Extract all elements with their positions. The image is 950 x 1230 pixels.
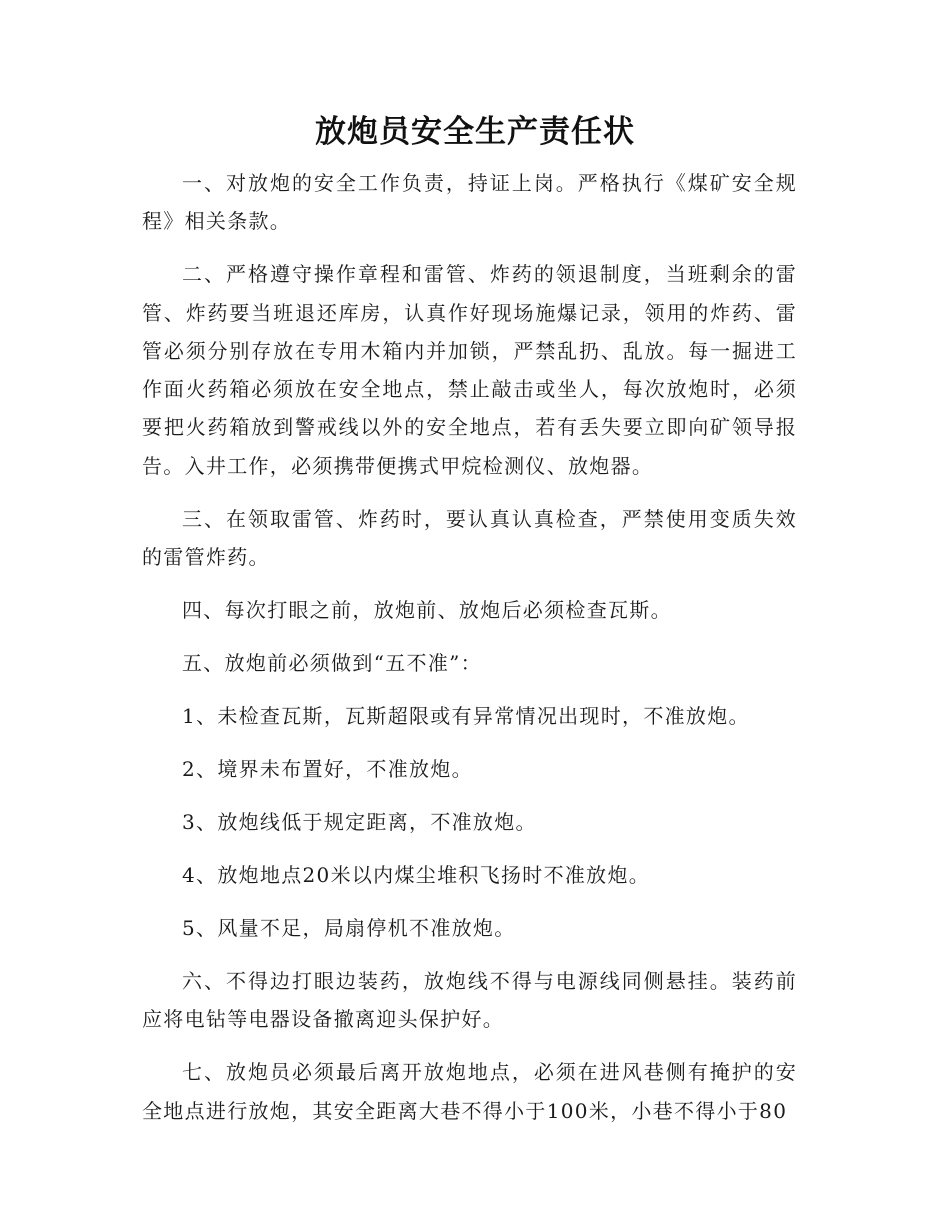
paragraph-3: 三、在领取雷管、炸药时，要认真认真检查，严禁使用变质失效的雷管炸药。 [142,506,797,570]
document-body [142,164,797,1144]
paragraph-6: 六、不得边打眼边装药，放炮线不得与电源线同侧悬挂。装药前应将电钻等电器设备撤离迎头保护好。 [142,968,797,1032]
paragraph-5: 五、放炮前必须做到“五不准”： [182,651,482,676]
list-item-1: 1、未检查瓦斯，瓦斯超限或有异常情况出现时，不准放炮。 [182,704,750,728]
list-item-4: 4、放炮地点20米以内煤尘堆积飞扬时不准放炮。 [182,862,651,887]
list-item-5: 5、风量不足，局扇停机不准放炮。 [182,915,516,940]
list-item-2: 2、境界未布置好，不准放炮。 [182,756,473,781]
list-item-3: 3、放炮线低于规定距离，不准放炮。 [182,809,537,834]
paragraph-7: 七、放炮员必须最后离开放炮地点，必须在进风巷侧有掩护的安全地点进行放炮，其安全距离大巷不得小于100米，小巷不得小于80 [142,1060,797,1123]
document-title: 放炮员安全生产责任状 [315,114,635,150]
paragraph-4: 四、每次打眼之前，放炮前、放炮后必须检查瓦斯。 [182,598,672,623]
paragraph-2: 二、严格遵守操作章程和雷管、炸药的领退制度，当班剩余的雷管、炸药要当班退还库房，认真作好现场施爆记录，领用的炸药、雷管必须分别存放在专用木箱内并加锁，严禁乱扔、乱放。每一掘进工作面火药箱必须放在安全地点，禁止敲击或坐人，每次放炮时，必须要把火药箱放到警戒线以外的安全地点，若有丢失要立即向矿领导报告。入井工作，必须携带便携式甲烷检测仪、放炮器。 [142,262,797,478]
paragraph-1: 一、对放炮的安全工作负责，持证上岗。严格执行《煤矿安全规程》相关条款。 [142,171,797,234]
